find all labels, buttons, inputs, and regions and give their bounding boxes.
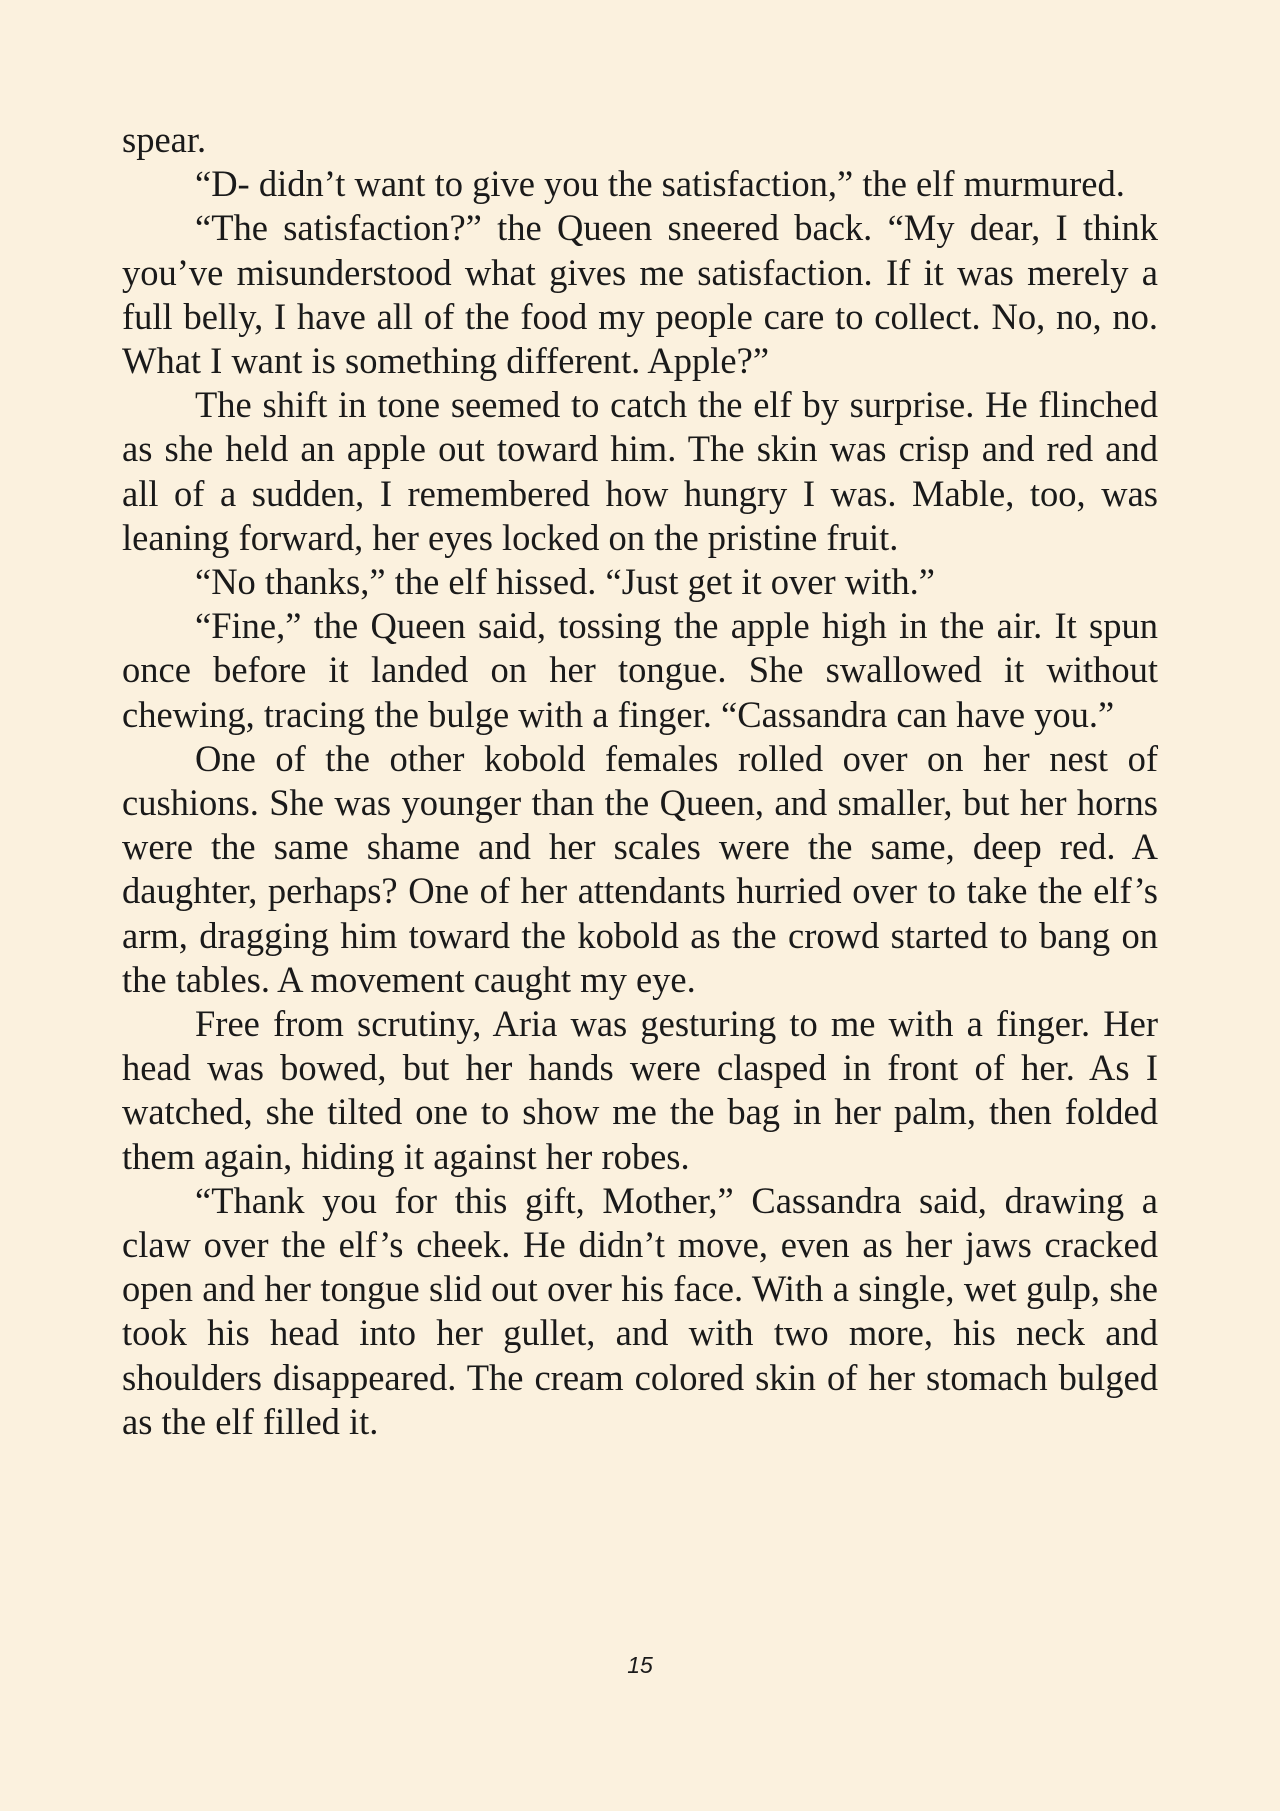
paragraph: “No thanks,” the elf hissed. “Just get it over with.”: [195, 561, 935, 603]
paragraph: “Thank you for this gift, Mother,” Cassandra said, drawing a claw over the elf’s cheek. He didn’t move, even as her jaws cracked open and her tongue slid out over his face. With a single, wet gulp, she took his head into her gullet, and with two more, his neck and shoulders disappeared. The cream colored skin of her stomach bulged as the elf filled it.: [122, 1179, 1158, 1442]
paragraph: “D- didn’t want to give you the satisfaction,” the elf murmured.: [195, 163, 1125, 205]
paragraph: The shift in tone seemed to catch the elf by surprise. He flinched as she held an apple out toward him. The skin was crisp and red and all of a sudden, I remembered how hungry I was. Mable, too, was leaning forward, her eyes locked on the pristine fruit.: [122, 384, 1158, 558]
page-number: 15: [627, 1652, 653, 1678]
paragraph: “Fine,” the Queen said, tossing the apple high in the air. It spun once before it landed on her tongue. She swallowed it without chewing, tracing the bulge with a finger. “Cassandra can have you.”: [122, 605, 1158, 735]
paragraph: “The satisfaction?” the Queen sneered back. “My dear, I think you’ve misunderstood what gives me satisfaction. If it was merely a full belly, I have all of the food my people care to collect. No, no, no. What I want is something different. Apple?”: [122, 207, 1158, 382]
paragraph: Free from scrutiny, Aria was gesturing to me with a finger. Her head was bowed, but her hands were clasped in front of her. As I watched, she tilted one to show me the bag in her palm, then folded them again, hiding it against her robes.: [122, 1003, 1158, 1177]
page-body-text: [122, 118, 1158, 1444]
paragraph: spear.: [122, 119, 207, 160]
paragraph: One of the other kobold females rolled over on her nest of cushions. She was younger than the Queen, and smaller, but her horns were the same shame and her scales were the same, deep red. A daughter, perhaps? One of her attendants hurried over to take the elf’s arm, dragging him toward the kobold as the crowd started to bang on the tables. A movement caught my eye.: [122, 737, 1158, 1000]
